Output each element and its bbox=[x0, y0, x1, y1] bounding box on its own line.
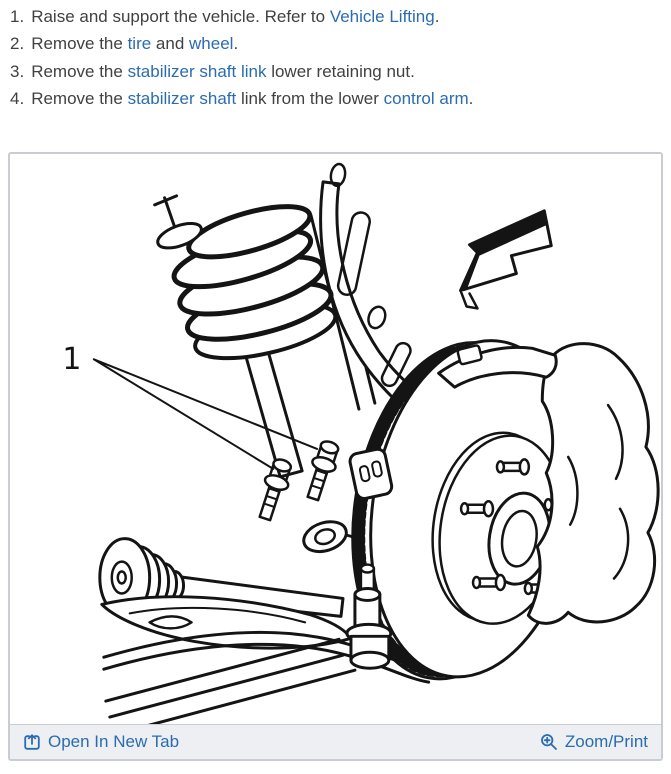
stabilizer-link-bolt-right bbox=[301, 438, 342, 502]
step-text: and bbox=[151, 34, 190, 54]
figure-panel bbox=[8, 152, 663, 761]
step-text: lower retaining nut. bbox=[266, 61, 415, 81]
step-text: . bbox=[233, 34, 239, 54]
instruction-list bbox=[10, 7, 671, 110]
open-in-new-tab-icon bbox=[23, 733, 41, 751]
step-text: Remove the bbox=[31, 89, 128, 109]
step-number: 3. bbox=[10, 61, 25, 81]
step-text: . bbox=[434, 7, 440, 26]
suspension-diagram bbox=[10, 154, 661, 724]
zoom-print-link[interactable] bbox=[540, 732, 648, 752]
instruction-step bbox=[10, 89, 671, 109]
inline-link[interactable]: stabilizer shaft bbox=[127, 89, 237, 109]
inline-link[interactable]: stabilizer shaft link bbox=[127, 61, 267, 81]
inline-link[interactable]: tire bbox=[127, 34, 152, 54]
step-text: Raise and support the vehicle. Refer to bbox=[31, 7, 330, 26]
step-number: 1. bbox=[10, 7, 25, 26]
magnifier-plus-icon bbox=[540, 733, 558, 751]
inline-link[interactable]: wheel bbox=[189, 34, 234, 54]
instruction-step bbox=[10, 62, 671, 82]
step-number: 4. bbox=[10, 89, 25, 109]
stabilizer-link-bolt-left bbox=[254, 456, 296, 522]
direction-arrow-icon bbox=[461, 210, 552, 308]
step-text: . bbox=[468, 89, 474, 109]
open-in-new-tab-link[interactable] bbox=[23, 732, 179, 752]
callout-1-label: 1 bbox=[62, 341, 82, 377]
step-text: Remove the bbox=[31, 61, 128, 81]
inline-link[interactable]: Vehicle Lifting bbox=[329, 7, 435, 26]
diagram-canvas bbox=[10, 154, 661, 724]
step-text: Remove the bbox=[31, 34, 128, 54]
instruction-step bbox=[10, 7, 671, 27]
figure-toolbar bbox=[10, 724, 661, 759]
instruction-step bbox=[10, 34, 671, 54]
link-bracket bbox=[349, 447, 394, 499]
step-text: link from the lower bbox=[236, 89, 384, 109]
open-in-new-tab-label: Open In New Tab bbox=[48, 731, 180, 751]
zoom-print-label: Zoom/Print bbox=[564, 731, 648, 751]
step-number: 2. bbox=[10, 34, 25, 54]
inline-link[interactable]: control arm bbox=[383, 89, 469, 109]
